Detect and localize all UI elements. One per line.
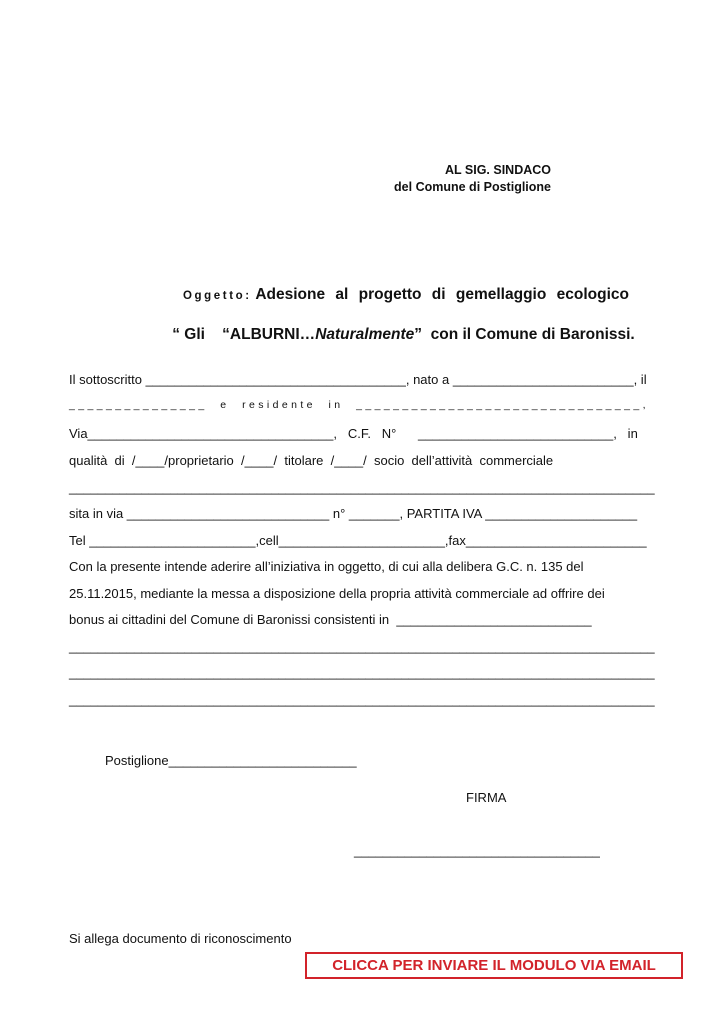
signature-label: FIRMA	[466, 790, 507, 805]
subject-line-2	[155, 307, 635, 363]
form-line-body-3: bonus ai cittadini del Comune di Baronissi consistenti in ___________________________	[69, 612, 592, 627]
subject-line-2-suffix: ” con il Comune di Baronissi.	[414, 325, 635, 343]
form-line-residence: _______________ e residente in _______________________________,	[69, 399, 649, 411]
form-line-blank-3: _________________________________________________________________________________	[69, 692, 655, 707]
addressee-title: AL SIG. SINDACO	[444, 163, 551, 177]
form-line-blank-1: _________________________________________________________________________________	[69, 639, 655, 654]
form-line-contacts: Tel _______________________,cell_______________________,fax_________________________	[69, 533, 647, 548]
form-line-address: Via__________________________________, C.F. N° ___________________________, in	[69, 426, 638, 441]
form-line-blank-2: _________________________________________________________________________________	[69, 665, 655, 680]
form-line-body-1: Con la presente intende aderire all’iniziativa in oggetto, di cui alla delibera G.C. n. 135 del	[69, 559, 584, 574]
addressee-municipality: del Comune di Postiglione	[394, 180, 551, 194]
subject-text: Adesione al progetto di gemellaggio ecologico	[255, 286, 629, 303]
place-line: Postiglione__________________________	[105, 753, 357, 768]
subject-line-2-prefix: “ Gli “ALBURNI…	[172, 325, 316, 343]
form-line-role: qualità di /____/proprietario /____/ titolare /____/ socio dell’attività commerciale	[69, 453, 554, 468]
form-line-business-name: _________________________________________________________________________________	[69, 480, 655, 495]
signature-line: __________________________________	[354, 843, 600, 858]
form-line-body-2: 25.11.2015, mediante la messa a disposizione della propria attività commerciale ad offrire dei	[69, 586, 605, 601]
send-email-button[interactable]: CLICCA PER INVIARE IL MODULO VIA EMAIL	[305, 952, 683, 979]
subject-line-2-italic: Naturalmente	[315, 325, 415, 343]
subject-label: Oggetto:	[183, 290, 252, 302]
subject-line-1	[183, 286, 655, 305]
attachment-note: Si allega documento di riconoscimento	[69, 931, 292, 946]
form-line-name: Il sottoscritto ____________________________________, nato a _________________________, il	[69, 372, 647, 387]
form-line-business-address: sita in via ____________________________ n° _______, PARTITA IVA _____________________	[69, 506, 638, 521]
